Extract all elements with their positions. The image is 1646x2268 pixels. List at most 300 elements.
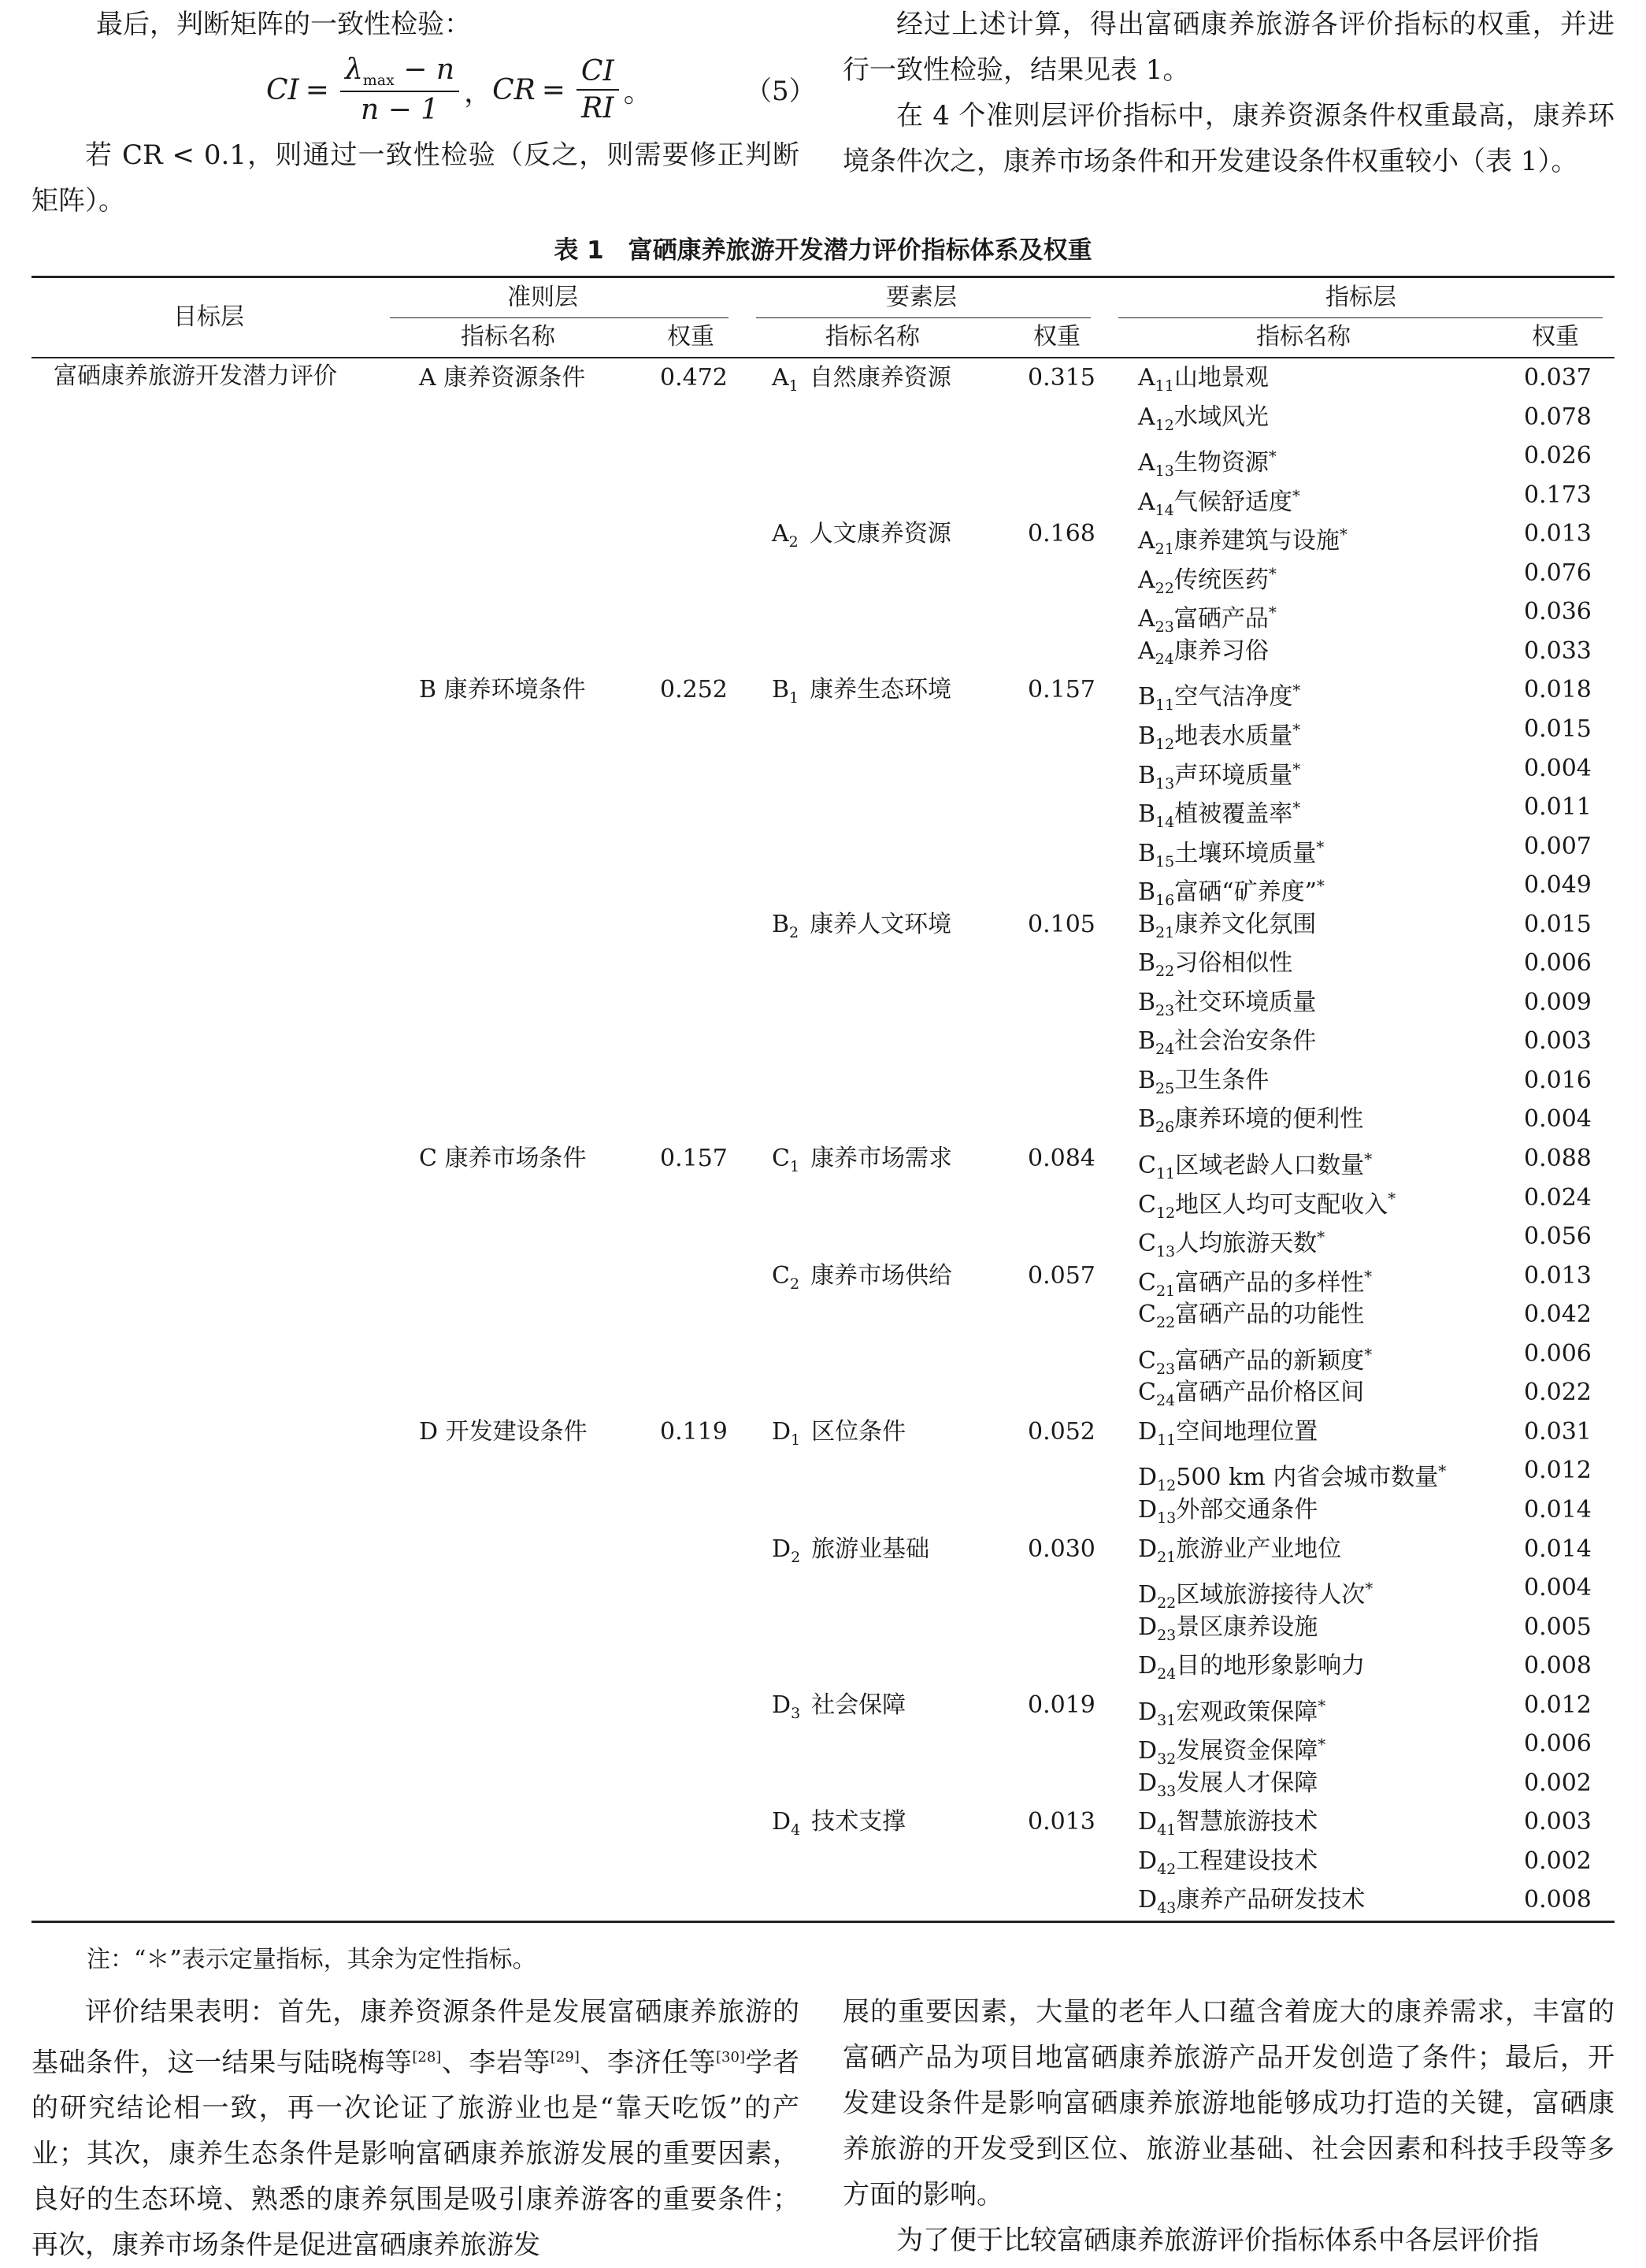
indicator-name bbox=[1138, 1418, 1318, 1454]
indicator-name bbox=[1138, 1184, 1396, 1227]
indicator-name bbox=[1138, 1847, 1318, 1884]
code-letter: B bbox=[1138, 840, 1156, 867]
indicator-weight: 0.015 bbox=[1524, 715, 1592, 743]
item-label: 康养生态环境 bbox=[810, 676, 952, 703]
item-label: 空间地理位置 bbox=[1176, 1418, 1318, 1446]
indicator-weight: 0.002 bbox=[1524, 1847, 1592, 1875]
indicator-name bbox=[1138, 598, 1277, 641]
header-bottom-rule bbox=[32, 357, 1614, 358]
element-weight: 0.315 bbox=[1028, 364, 1095, 392]
code-subscript: 23 bbox=[1155, 618, 1174, 636]
code-subscript: 25 bbox=[1155, 1080, 1175, 1097]
code-letter: B bbox=[772, 676, 790, 703]
quantitative-marker: * bbox=[1268, 603, 1277, 622]
header-criterion: 准则层 bbox=[507, 284, 578, 311]
header-indicator-weight: 权重 bbox=[1532, 323, 1579, 351]
code-subscript: 31 bbox=[1157, 1712, 1177, 1729]
indicator-weight: 0.008 bbox=[1524, 1652, 1592, 1680]
indicator-name bbox=[1138, 1769, 1318, 1806]
indicator-weight: 0.042 bbox=[1524, 1301, 1592, 1328]
code-letter: D bbox=[1138, 1581, 1158, 1609]
quantitative-marker: * bbox=[1268, 447, 1277, 466]
table-note: 注：“＊”表示定量指标，其余为定性指标。 bbox=[87, 1946, 536, 1973]
indicator-name bbox=[1138, 442, 1277, 485]
indicator-name bbox=[1138, 949, 1292, 986]
indicator-weight: 0.008 bbox=[1524, 1886, 1592, 1914]
results-text-1: 评价结果表明：首先，康养资源条件是发展富硒康养旅游的基础条件，这一结果与陆晓梅等 bbox=[32, 1996, 799, 2079]
code-subscript: 1 bbox=[789, 1158, 800, 1175]
cr-numerator: CI bbox=[576, 55, 619, 91]
code-subscript: 14 bbox=[1155, 814, 1175, 831]
indicator-weight: 0.013 bbox=[1524, 520, 1592, 548]
indicator-name bbox=[1138, 364, 1269, 400]
indicator-name bbox=[1138, 1808, 1318, 1844]
item-label: 土壤环境质量 bbox=[1174, 840, 1317, 867]
element-name bbox=[772, 1145, 952, 1181]
item-label: 康养建筑与设施 bbox=[1173, 527, 1340, 555]
code-subscript: 11 bbox=[1155, 377, 1174, 395]
code-subscript: 43 bbox=[1157, 1899, 1177, 1917]
item-label: 康养环境的便利性 bbox=[1174, 1105, 1364, 1133]
code-subscript: 16 bbox=[1155, 892, 1175, 909]
header-element-name: 指标名称 bbox=[825, 323, 920, 351]
criterion-group-rule bbox=[390, 317, 728, 318]
indicator-name bbox=[1138, 989, 1316, 1025]
code-letter: D bbox=[1138, 1613, 1158, 1641]
item-label: 旅游业产业地位 bbox=[1176, 1535, 1342, 1563]
item-label: 山地景观 bbox=[1173, 364, 1269, 392]
element-weight: 0.019 bbox=[1028, 1691, 1095, 1719]
formula-comma: ， bbox=[464, 76, 493, 109]
element-name bbox=[772, 676, 951, 712]
indicator-weight: 0.006 bbox=[1524, 1340, 1592, 1368]
code-subscript: 22 bbox=[1155, 963, 1175, 980]
item-label: 区域旅游接待人次 bbox=[1176, 1581, 1366, 1609]
code-letter: D bbox=[1138, 1464, 1158, 1491]
code-subscript: 13 bbox=[1155, 1243, 1176, 1260]
code-subscript: 12 bbox=[1155, 417, 1174, 434]
element-weight: 0.030 bbox=[1028, 1535, 1095, 1563]
code-letter: B bbox=[1138, 911, 1156, 938]
criterion-name: B 康养环境条件 bbox=[419, 676, 586, 703]
code-letter: B bbox=[1138, 800, 1156, 828]
code-letter: A bbox=[1138, 566, 1155, 594]
indicator-weight: 0.011 bbox=[1524, 793, 1592, 821]
indicator-weight: 0.006 bbox=[1524, 949, 1592, 977]
item-label: 康养产品研发技术 bbox=[1176, 1886, 1366, 1914]
results-text-2: 、李岩等 bbox=[441, 2047, 551, 2079]
item-label: 富硒产品的多样性 bbox=[1175, 1269, 1365, 1297]
item-label: 康养习俗 bbox=[1173, 637, 1269, 665]
indicator-name bbox=[1138, 676, 1300, 719]
code-letter: D bbox=[1138, 1496, 1158, 1524]
quantitative-marker: * bbox=[1364, 1267, 1373, 1286]
code-letter: A bbox=[772, 364, 789, 392]
indicator-weight: 0.007 bbox=[1524, 833, 1592, 860]
code-subscript: 22 bbox=[1155, 1314, 1176, 1331]
code-subscript: 24 bbox=[1155, 651, 1174, 668]
item-label: 生物资源 bbox=[1173, 449, 1269, 477]
item-label: 旅游业基础 bbox=[811, 1535, 930, 1563]
header-element: 要素层 bbox=[886, 284, 957, 311]
item-label: 发展人才保障 bbox=[1176, 1769, 1318, 1797]
indicator-name bbox=[1138, 1145, 1372, 1188]
indicator-name bbox=[1138, 1613, 1318, 1650]
criterion-weight: 0.472 bbox=[660, 364, 728, 392]
item-label: 富硒“矿养度” bbox=[1174, 878, 1317, 906]
code-letter: B bbox=[1138, 1105, 1156, 1133]
indicator-name bbox=[1138, 871, 1325, 915]
indicator-name bbox=[1138, 1457, 1446, 1500]
indicator-name bbox=[1138, 1340, 1372, 1383]
indicator-name bbox=[1138, 715, 1300, 759]
item-label: 富硒产品 bbox=[1173, 605, 1269, 633]
code-letter: D bbox=[1138, 1886, 1158, 1914]
code-letter: B bbox=[1138, 1027, 1156, 1055]
indicator-weight: 0.016 bbox=[1524, 1067, 1592, 1094]
indicator-weight: 0.031 bbox=[1524, 1418, 1592, 1446]
code-letter: A bbox=[1138, 403, 1155, 431]
item-label: 目的地形象影响力 bbox=[1176, 1652, 1366, 1680]
code-subscript: 11 bbox=[1157, 1431, 1177, 1449]
indicator-weight: 0.013 bbox=[1524, 1262, 1592, 1290]
indicator-name bbox=[1138, 755, 1300, 798]
code-subscript: 12 bbox=[1157, 1477, 1177, 1494]
item-label: 人文康养资源 bbox=[809, 520, 951, 548]
code-letter: D bbox=[1138, 1698, 1158, 1726]
element-name bbox=[772, 911, 951, 947]
element-name bbox=[772, 1418, 906, 1454]
lambda-symbol: λ bbox=[344, 54, 363, 86]
results-continuation: 展的重要因素，大量的老年人口蕴含着庞大的康养需求，丰富的富硒产品为项目地富硒康养旅游产品开发创造了条件；最后，开发建设条件是影响富硒康养旅游地能够成功打造的关键，富硒康养旅游的开发受到区位、旅游业基础、社会因素和科技手段等多方面的影响。 bbox=[843, 1996, 1614, 2210]
code-letter: A bbox=[1138, 364, 1155, 392]
ci-denominator: n − 1 bbox=[360, 94, 439, 127]
indicator-name bbox=[1138, 1574, 1373, 1617]
target-name: 富硒康养旅游开发潜力评价 bbox=[54, 362, 337, 390]
indicator-name bbox=[1138, 1691, 1325, 1735]
element-name bbox=[772, 1262, 952, 1298]
indicator-weight: 0.003 bbox=[1524, 1027, 1592, 1055]
table-top-rule bbox=[32, 276, 1614, 278]
code-letter: C bbox=[1138, 1347, 1156, 1375]
indicator-weight: 0.056 bbox=[1524, 1223, 1592, 1250]
item-label: 工程建设技术 bbox=[1176, 1847, 1318, 1875]
formula-period: 。 bbox=[623, 76, 652, 109]
code-letter: D bbox=[1138, 1808, 1158, 1836]
element-weight: 0.168 bbox=[1028, 520, 1095, 548]
citation-30[interactable]: [30] bbox=[716, 2049, 745, 2066]
indicator-group-rule bbox=[1118, 317, 1603, 318]
code-subscript: 21 bbox=[1155, 924, 1175, 941]
indicator-weight: 0.078 bbox=[1524, 403, 1592, 431]
table-bottom-rule bbox=[32, 1921, 1614, 1923]
item-label: 空气洁净度 bbox=[1174, 683, 1293, 711]
code-subscript: 42 bbox=[1157, 1861, 1177, 1878]
indicator-name bbox=[1138, 1535, 1341, 1572]
citation-29[interactable]: [29] bbox=[550, 2049, 580, 2066]
code-subscript: 23 bbox=[1155, 1002, 1175, 1019]
item-label: 区位条件 bbox=[811, 1418, 906, 1446]
cr-symbol: CR bbox=[492, 73, 536, 106]
code-subscript: 24 bbox=[1155, 1041, 1175, 1058]
code-subscript: 22 bbox=[1157, 1594, 1177, 1612]
code-subscript: 4 bbox=[791, 1821, 801, 1839]
code-letter: B bbox=[1138, 722, 1156, 750]
code-letter: B bbox=[1138, 762, 1156, 789]
quantitative-marker: * bbox=[1292, 681, 1301, 700]
code-subscript: 24 bbox=[1157, 1665, 1177, 1683]
indicator-weight: 0.004 bbox=[1524, 755, 1592, 782]
item-label: 人均旅游天数 bbox=[1175, 1230, 1318, 1257]
element-weight: 0.013 bbox=[1028, 1808, 1095, 1836]
item-label: 康养市场需求 bbox=[810, 1145, 953, 1172]
item-label: 外部交通条件 bbox=[1176, 1496, 1318, 1524]
lambda-subscript: max bbox=[362, 72, 395, 90]
criterion-weight: 0.157 bbox=[660, 1145, 728, 1172]
citation-28[interactable]: [28] bbox=[412, 2049, 442, 2066]
item-label: 发展资金保障 bbox=[1176, 1737, 1318, 1765]
code-letter: D bbox=[772, 1808, 791, 1836]
indicator-weight: 0.014 bbox=[1524, 1535, 1592, 1563]
quantitative-marker: * bbox=[1292, 486, 1300, 505]
indicator-weight: 0.012 bbox=[1524, 1691, 1592, 1719]
header-criterion-name: 指标名称 bbox=[461, 323, 555, 351]
code-letter: D bbox=[1138, 1737, 1158, 1765]
code-letter: D bbox=[1138, 1769, 1158, 1797]
header-target: 目标层 bbox=[173, 303, 244, 331]
indicator-weight: 0.033 bbox=[1524, 637, 1592, 665]
indicator-name bbox=[1138, 559, 1277, 603]
code-subscript: 23 bbox=[1155, 1360, 1176, 1378]
code-letter: B bbox=[1138, 989, 1156, 1016]
indicator-name bbox=[1138, 911, 1316, 947]
item-label: 声环境质量 bbox=[1174, 762, 1293, 789]
indicator-name bbox=[1138, 520, 1348, 563]
code-subscript: 14 bbox=[1155, 502, 1174, 519]
code-subscript: 2 bbox=[789, 924, 799, 941]
consistency-intro: 最后，判断矩阵的一致性检验： bbox=[96, 9, 471, 40]
code-letter: C bbox=[1138, 1191, 1156, 1219]
item-label: 康养市场供给 bbox=[810, 1262, 953, 1290]
table-caption: 表 1 富硒康养旅游开发潜力评价指标体系及权重 bbox=[554, 236, 1092, 265]
header-indicator: 指标层 bbox=[1325, 284, 1396, 311]
indicator-weight: 0.012 bbox=[1524, 1457, 1592, 1484]
indicator-weight: 0.022 bbox=[1524, 1379, 1592, 1406]
results-text-4: 学者的研究结论相一致，再一次论证了旅游业也是“靠天吃饭”的产业；其次，康养生态条件是影响富硒康养旅游发展的重要因素，良好的生态环境、熟悉的康养氛围是吸引康养游客的重要条件；再次，康养市场条件是促进富硒康养旅游发 bbox=[32, 2047, 800, 2262]
code-letter: C bbox=[1138, 1230, 1156, 1257]
item-label: 自然康养资源 bbox=[809, 364, 951, 392]
criterion-weight: 0.119 bbox=[660, 1418, 728, 1446]
code-subscript: 33 bbox=[1157, 1783, 1177, 1800]
indicator-name bbox=[1138, 1105, 1363, 1141]
quantitative-marker: * bbox=[1438, 1461, 1447, 1480]
code-subscript: 2 bbox=[788, 533, 799, 551]
cr-fraction bbox=[576, 55, 619, 124]
quantitative-marker: * bbox=[1316, 876, 1325, 895]
item-label: 富硒产品的功能性 bbox=[1175, 1301, 1365, 1328]
code-letter: D bbox=[1138, 1535, 1158, 1563]
header-indicator-name: 指标名称 bbox=[1256, 323, 1351, 351]
element-weight: 0.057 bbox=[1028, 1262, 1095, 1290]
indicator-weight: 0.018 bbox=[1524, 676, 1592, 703]
code-letter: C bbox=[1138, 1301, 1156, 1328]
indicator-name bbox=[1138, 1652, 1365, 1688]
element-weight: 0.105 bbox=[1028, 911, 1095, 938]
consistency-formula bbox=[266, 54, 652, 126]
code-subscript: 1 bbox=[789, 689, 799, 707]
code-letter: A bbox=[1138, 449, 1155, 477]
header-criterion-weight: 权重 bbox=[667, 323, 714, 351]
indicator-name bbox=[1138, 833, 1324, 876]
indicator-weight: 0.036 bbox=[1524, 598, 1592, 625]
indicator-name bbox=[1138, 1262, 1372, 1305]
item-label: 区域老龄人口数量 bbox=[1175, 1152, 1365, 1179]
code-letter: B bbox=[1138, 949, 1156, 977]
ci-fraction bbox=[340, 54, 459, 126]
element-name bbox=[772, 1535, 929, 1572]
equals-sign: = bbox=[541, 73, 565, 106]
element-name bbox=[772, 520, 951, 556]
code-letter: B bbox=[772, 911, 790, 938]
criteria-paragraph: 在 4 个准则层评价指标中，康养资源条件权重最高，康养环境条件次之，康养市场条件和开发建设条件权重较小（表 1）。 bbox=[843, 100, 1614, 177]
code-letter: C bbox=[1138, 1379, 1156, 1406]
item-label: 康养人文环境 bbox=[810, 911, 952, 938]
code-letter: A bbox=[1138, 637, 1155, 665]
code-subscript: 1 bbox=[788, 377, 799, 395]
item-label: 社会保障 bbox=[811, 1691, 906, 1719]
code-subscript: 13 bbox=[1157, 1509, 1177, 1527]
quantitative-marker: * bbox=[1388, 1189, 1396, 1208]
indicator-weight: 0.003 bbox=[1524, 1808, 1592, 1836]
indicator-weight: 0.006 bbox=[1524, 1730, 1592, 1758]
header-element-weight: 权重 bbox=[1033, 323, 1081, 351]
item-label: 500 km 内省会城市数量 bbox=[1176, 1464, 1439, 1491]
item-label: 传统医药 bbox=[1173, 566, 1269, 594]
code-letter: D bbox=[772, 1535, 791, 1563]
cr-denominator: RI bbox=[581, 92, 614, 125]
code-subscript: 22 bbox=[1155, 580, 1174, 597]
indicator-weight: 0.049 bbox=[1524, 871, 1592, 899]
quantitative-marker: * bbox=[1318, 1696, 1326, 1715]
element-weight: 0.084 bbox=[1028, 1145, 1095, 1172]
item-label: 水域风光 bbox=[1173, 403, 1269, 431]
item-label: 康养文化氛围 bbox=[1174, 911, 1317, 938]
criterion-name: D 开发建设条件 bbox=[419, 1418, 588, 1446]
cr-threshold-paragraph: 若 CR < 0.1，则通过一致性检验（反之，则需要修正判断矩阵）。 bbox=[32, 139, 799, 217]
item-label: 社会治安条件 bbox=[1174, 1027, 1317, 1055]
results-text-3: 、李济任等 bbox=[579, 2047, 717, 2079]
code-subscript: 2 bbox=[789, 1275, 800, 1293]
equals-sign: = bbox=[305, 73, 329, 106]
indicator-name bbox=[1138, 793, 1300, 837]
quantitative-marker: * bbox=[1268, 564, 1277, 583]
code-letter: D bbox=[1138, 1418, 1158, 1446]
indicator-weight: 0.002 bbox=[1524, 1769, 1592, 1797]
item-label: 技术支撑 bbox=[811, 1808, 906, 1836]
indicator-name bbox=[1138, 1496, 1318, 1532]
code-subscript: 13 bbox=[1155, 462, 1174, 480]
indicator-name bbox=[1138, 1730, 1325, 1773]
code-letter: D bbox=[772, 1691, 791, 1719]
criterion-name: A 康养资源条件 bbox=[419, 364, 586, 392]
criterion-weight: 0.252 bbox=[660, 676, 728, 703]
code-subscript: 1 bbox=[791, 1431, 801, 1449]
element-name bbox=[772, 364, 951, 400]
code-letter: C bbox=[1138, 1152, 1156, 1179]
indicator-name bbox=[1138, 403, 1269, 440]
quantitative-marker: * bbox=[1317, 1227, 1325, 1246]
indicator-weight: 0.009 bbox=[1524, 989, 1592, 1016]
indicator-name bbox=[1138, 1027, 1316, 1063]
indicator-name bbox=[1138, 1223, 1325, 1266]
indicator-name bbox=[1138, 1886, 1365, 1922]
item-label: 地区人均可支配收入 bbox=[1175, 1191, 1388, 1219]
item-label: 社交环境质量 bbox=[1174, 989, 1317, 1016]
item-label: 植被覆盖率 bbox=[1174, 800, 1293, 828]
code-subscript: 21 bbox=[1157, 1549, 1177, 1566]
indicator-name bbox=[1138, 481, 1300, 525]
numerator-rest: − n bbox=[394, 54, 455, 86]
indicator-name bbox=[1138, 1379, 1364, 1415]
indicator-weight: 0.088 bbox=[1524, 1145, 1592, 1172]
indicator-weight: 0.026 bbox=[1524, 442, 1592, 470]
code-subscript: 11 bbox=[1155, 696, 1175, 714]
weights-paragraph: 经过上述计算，得出富硒康养旅游各评价指标的权重，并进行一致性检验，结果见表 1。 bbox=[843, 9, 1614, 86]
code-subscript: 26 bbox=[1155, 1119, 1175, 1136]
quantitative-marker: * bbox=[1292, 720, 1301, 739]
results-paragraph bbox=[32, 1989, 799, 2268]
code-letter: D bbox=[772, 1418, 791, 1446]
quantitative-marker: * bbox=[1316, 837, 1325, 856]
item-label: 富硒产品价格区间 bbox=[1175, 1379, 1365, 1406]
code-subscript: 21 bbox=[1155, 540, 1174, 558]
equation-number: （5） bbox=[745, 76, 816, 107]
indicator-weight: 0.076 bbox=[1524, 559, 1592, 587]
indicator-weight: 0.004 bbox=[1524, 1574, 1592, 1602]
quantitative-marker: * bbox=[1339, 525, 1348, 544]
quantitative-marker: * bbox=[1364, 1149, 1373, 1168]
item-label: 习俗相似性 bbox=[1174, 949, 1293, 977]
code-subscript: 2 bbox=[791, 1549, 801, 1566]
criterion-name: C 康养市场条件 bbox=[419, 1145, 587, 1172]
indicator-name bbox=[1138, 1067, 1269, 1103]
code-subscript: 23 bbox=[1157, 1627, 1177, 1644]
comparison-paragraph: 为了便于比较富硒康养旅游评价指标体系中各层评价指 bbox=[896, 2225, 1539, 2256]
item-label: 气候舒适度 bbox=[1173, 488, 1292, 516]
quantitative-marker: * bbox=[1292, 798, 1301, 817]
quantitative-marker: * bbox=[1365, 1579, 1374, 1598]
code-subscript: 15 bbox=[1155, 853, 1175, 870]
code-letter: C bbox=[1138, 1269, 1156, 1297]
indicator-name bbox=[1138, 637, 1269, 674]
quantitative-marker: * bbox=[1318, 1735, 1326, 1754]
code-letter: B bbox=[1138, 1067, 1156, 1094]
ci-symbol: CI bbox=[266, 73, 299, 106]
item-label: 富硒产品的新颖度 bbox=[1175, 1347, 1365, 1375]
indicator-weight: 0.005 bbox=[1524, 1613, 1592, 1641]
element-group-rule bbox=[756, 317, 1091, 318]
code-subscript: 24 bbox=[1155, 1392, 1176, 1409]
code-letter: A bbox=[772, 520, 789, 548]
indicator-name bbox=[1138, 1301, 1364, 1337]
code-letter: A bbox=[1138, 488, 1155, 516]
code-subscript: 11 bbox=[1155, 1165, 1176, 1182]
element-weight: 0.052 bbox=[1028, 1418, 1095, 1446]
indicator-weight: 0.004 bbox=[1524, 1105, 1592, 1133]
quantitative-marker: * bbox=[1292, 759, 1301, 778]
code-subscript: 12 bbox=[1155, 1205, 1176, 1222]
indicator-weight: 0.015 bbox=[1524, 911, 1592, 938]
